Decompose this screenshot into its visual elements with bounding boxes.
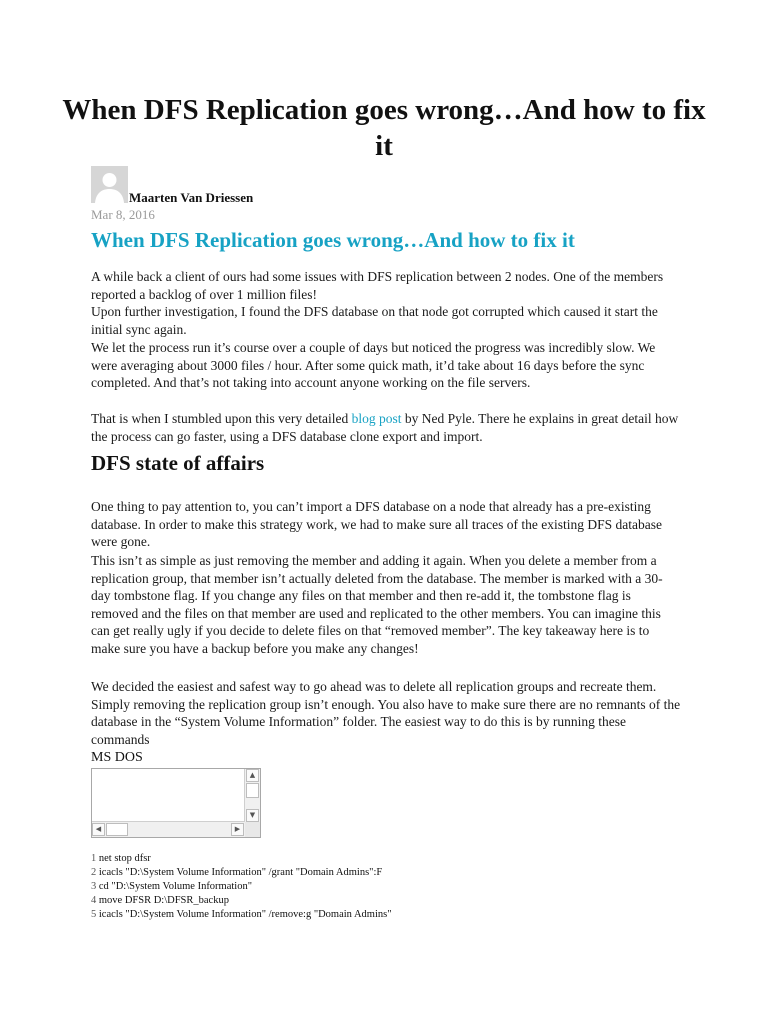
line-number: 5 [91,909,97,920]
scroll-up-icon[interactable]: ▲ [246,769,259,782]
code-line [91,894,392,908]
post-heading[interactable]: When DFS Replication goes wrong…And how to fix it [91,228,575,252]
intro-paragraph-1: A while back a client of ours had some issues with DFS replication between 2 nodes. One of the members reported a backlog of over 1 million files! [91,269,664,302]
intro-paragraph-3: We let the process run it’s course over a couple of days but noticed the progress was incredibly slow. We were averaging about 3000 files / hour. After some quick math, it’d take about 16 days before the sync completed. And that’s not taking into account anyone working on the file servers. [91,340,656,391]
line-number: 2 [91,867,97,878]
code-line [91,880,392,894]
scrollbar-corner [245,822,260,837]
scroll-down-icon[interactable]: ▼ [246,809,259,822]
vertical-scrollbar[interactable] [244,769,260,823]
code-text: icacls "D:\System Volume Information" /remove:g "Domain Admins" [96,909,392,920]
vertical-scroll-thumb[interactable] [246,783,259,798]
code-text: net stop dfsr [96,853,151,864]
line-number: 1 [91,853,97,864]
code-textarea[interactable] [91,768,261,838]
intro-paragraph-4-end: by Ned Pyle. There he explains in great detail how the process can go faster, using a DFS database clone export and import. [91,411,679,444]
code-line [91,852,392,866]
author-name[interactable]: Maarten Van Driessen [129,190,254,205]
post-date: Mar 8, 2016 [91,207,155,222]
code-line [91,866,392,880]
user-placeholder-icon [91,166,128,203]
line-number: 3 [91,881,97,892]
horizontal-scroll-thumb[interactable] [106,823,128,836]
intro-paragraph-4-start: That is when I stumbled upon this very detailed [91,411,352,426]
section-paragraph-2: This isn’t as simple as just removing the member and adding it again. When you delete a member from a replication group, that member isn’t actually deleted from the database. The member is marked with a 30-day tombstone flag. If you change any files on that member and then re-add it, the tombstone flag is removed and the files on that member are used and replicated to the other members. You can imagine this can get really ugly if you decide to delete files on that “removed member”. The key takeaway here is to make sure you have a backup before you make any changes! [91,553,663,656]
code-text: move DFSR D:\DFSR_backup [96,895,229,906]
scroll-left-icon[interactable]: ◀ [92,823,105,836]
code-language-label: MS DOS [91,750,143,765]
intro-paragraph-4 [91,410,681,445]
page-title: When DFS Replication goes wrong…And how to fix it [62,94,706,162]
horizontal-scrollbar[interactable] [92,821,245,837]
code-line [91,908,392,922]
intro-paragraph-2: Upon further investigation, I found the DFS database on that node got corrupted which caused it start the initial sync again. [91,304,658,337]
code-text: cd "D:\System Volume Information" [96,881,253,892]
code-listing [91,852,392,922]
section-paragraph-1: One thing to pay attention to, you can’t import a DFS database on a node that already has a pre-existing database. In order to make this strategy work, we had to make sure all traces of the existing DFS database were gone. [91,499,662,550]
line-number: 4 [91,895,97,906]
section-paragraph-3: We decided the easiest and safest way to go ahead was to delete all replication groups and recreate them. Simply removing the replication group isn’t enough. You also have to make sure there are no remnants of the database in the “System Volume Information” folder. The easiest way to do this is by running these commands [91,679,681,747]
section-heading: DFS state of affairs [91,451,265,475]
scroll-right-icon[interactable]: ▶ [231,823,244,836]
code-text: icacls "D:\System Volume Information" /grant "Domain Admins":F [96,867,383,878]
blog-post-link[interactable]: blog post [351,411,402,426]
